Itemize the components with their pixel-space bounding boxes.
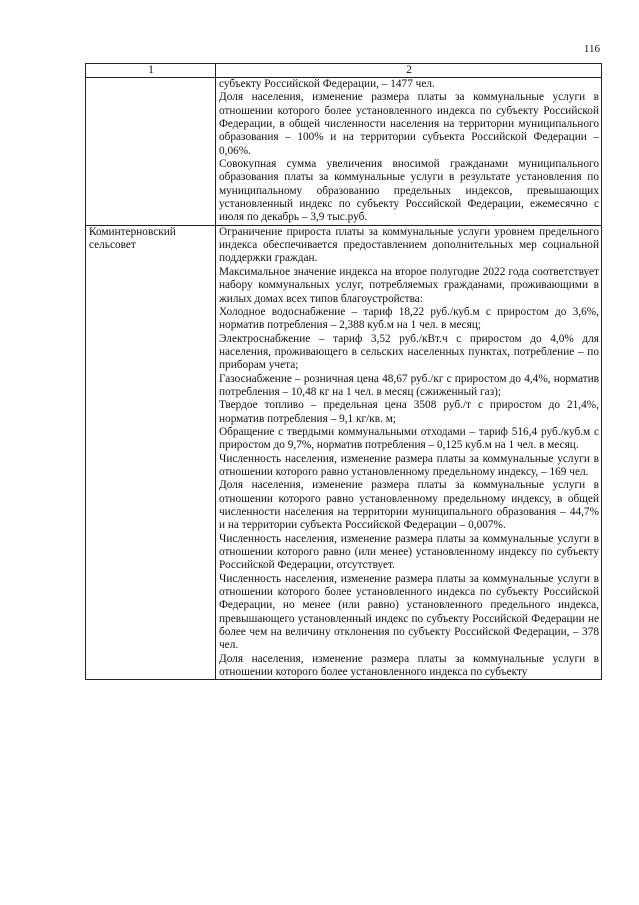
table-header-row — [86, 64, 602, 78]
page-number: 116 — [583, 43, 600, 55]
paragraph: Обращение с твердыми коммунальными отходами – тариф 516,4 руб./куб.м с приростом до 9,7%, норматив потребления – 0,125 куб.м на 1 чел. в месяц. — [219, 425, 599, 452]
header-col-2: 2 — [216, 64, 602, 78]
municipality-name-line1: Коминтерновский — [89, 225, 176, 238]
paragraph: Холодное водоснабжение – тариф 18,22 руб./куб.м с приростом до 3,6%, норматив потребления – 2,388 куб.м на 1 чел. в месяц; — [219, 305, 599, 332]
paragraph: Электроснабжение – тариф 3,52 руб./кВт.ч с приростом до 4,0% для населения, проживающего в сельских населенных пунктах, потребление – по приборам учета; — [219, 332, 599, 372]
document-table — [85, 63, 602, 680]
paragraph: Твердое топливо – предельная цена 3508 руб./т с приростом до 21,4%, норматив потребления – 9,1 кг/кв. м; — [219, 399, 599, 425]
paragraph: субъекту Российской Федерации, – 1477 чел. — [219, 78, 435, 90]
paragraph: Доля населения, изменение размера платы за коммунальные услуги в отношении которого равно установленному предельному индексу, в общей численности населения на территории муниципального образования – 44,7% и на территории субъекта Российской Федерации – 0,007%. — [219, 479, 599, 532]
paragraph: Газоснабжение – розничная цена 48,67 руб./кг с приростом до 4,4%, норматив потребления – 10,48 кг на 1 чел. в месяц (сжиженный газ); — [219, 372, 599, 398]
municipality-cell — [86, 78, 216, 226]
header-col-1: 1 — [86, 64, 216, 78]
paragraph: Доля населения, изменение размера платы за коммунальные услуги в отношении которого более установленного индекса по субъекту — [219, 652, 599, 679]
description-cell — [216, 78, 602, 226]
paragraph: Доля населения, изменение размера платы за коммунальные услуги в отношении которого более установленного индекса по субъекту Российской Федерации, в общей численности населения на территории муниципального образования – 100% и на территории субъекта Российской Федерации – 0,06%. — [219, 91, 599, 157]
table-row — [86, 78, 602, 226]
paragraph: Максимальное значение индекса на второе полугодие 2022 года соответствует набору коммунальных услуг, потребляемых гражданами, проживающими в жилых домах всех типов благоустройства: — [219, 265, 599, 305]
paragraph: Совокупная сумма увеличения вносимой гражданами муниципального образования платы за коммунальные услуги в результате установления по муниципальному образованию предельных индексов, превышающих установленный индекс по субъекту Российской Федерации, ежемесячно с июля по декабрь – 3,9 тыс.руб. — [219, 158, 599, 224]
municipality-cell — [86, 225, 216, 680]
description-cell — [216, 225, 602, 680]
paragraph: Численность населения, изменение размера платы за коммунальные услуги в отношении которого равно (или менее) установленному индексу по субъекту Российской Федерации, отсутствует. — [219, 532, 599, 572]
table-row — [86, 225, 602, 680]
paragraph: Численность населения, изменение размера платы за коммунальные услуги в отношении которого более установленного индекса по субъекту Российской Федерации, но менее (или равно) установленного предельного индекса, превышающего установленный индекс по субъекту Российской Федерации не более чем на величину отклонения по субъекту Российской Федерации, – 378 чел. — [219, 572, 599, 652]
paragraph: Численность населения, изменение размера платы за коммунальные услуги в отношении которого равно установленному предельному индексу, – 169 чел. — [219, 452, 599, 478]
paragraph: Ограничение прироста платы за коммунальные услуги уровнем предельного индекса обеспечивается предоставлением дополнительных мер социальной поддержки граждан. — [219, 225, 599, 265]
municipality-name-line2: сельсовет — [89, 239, 136, 252]
